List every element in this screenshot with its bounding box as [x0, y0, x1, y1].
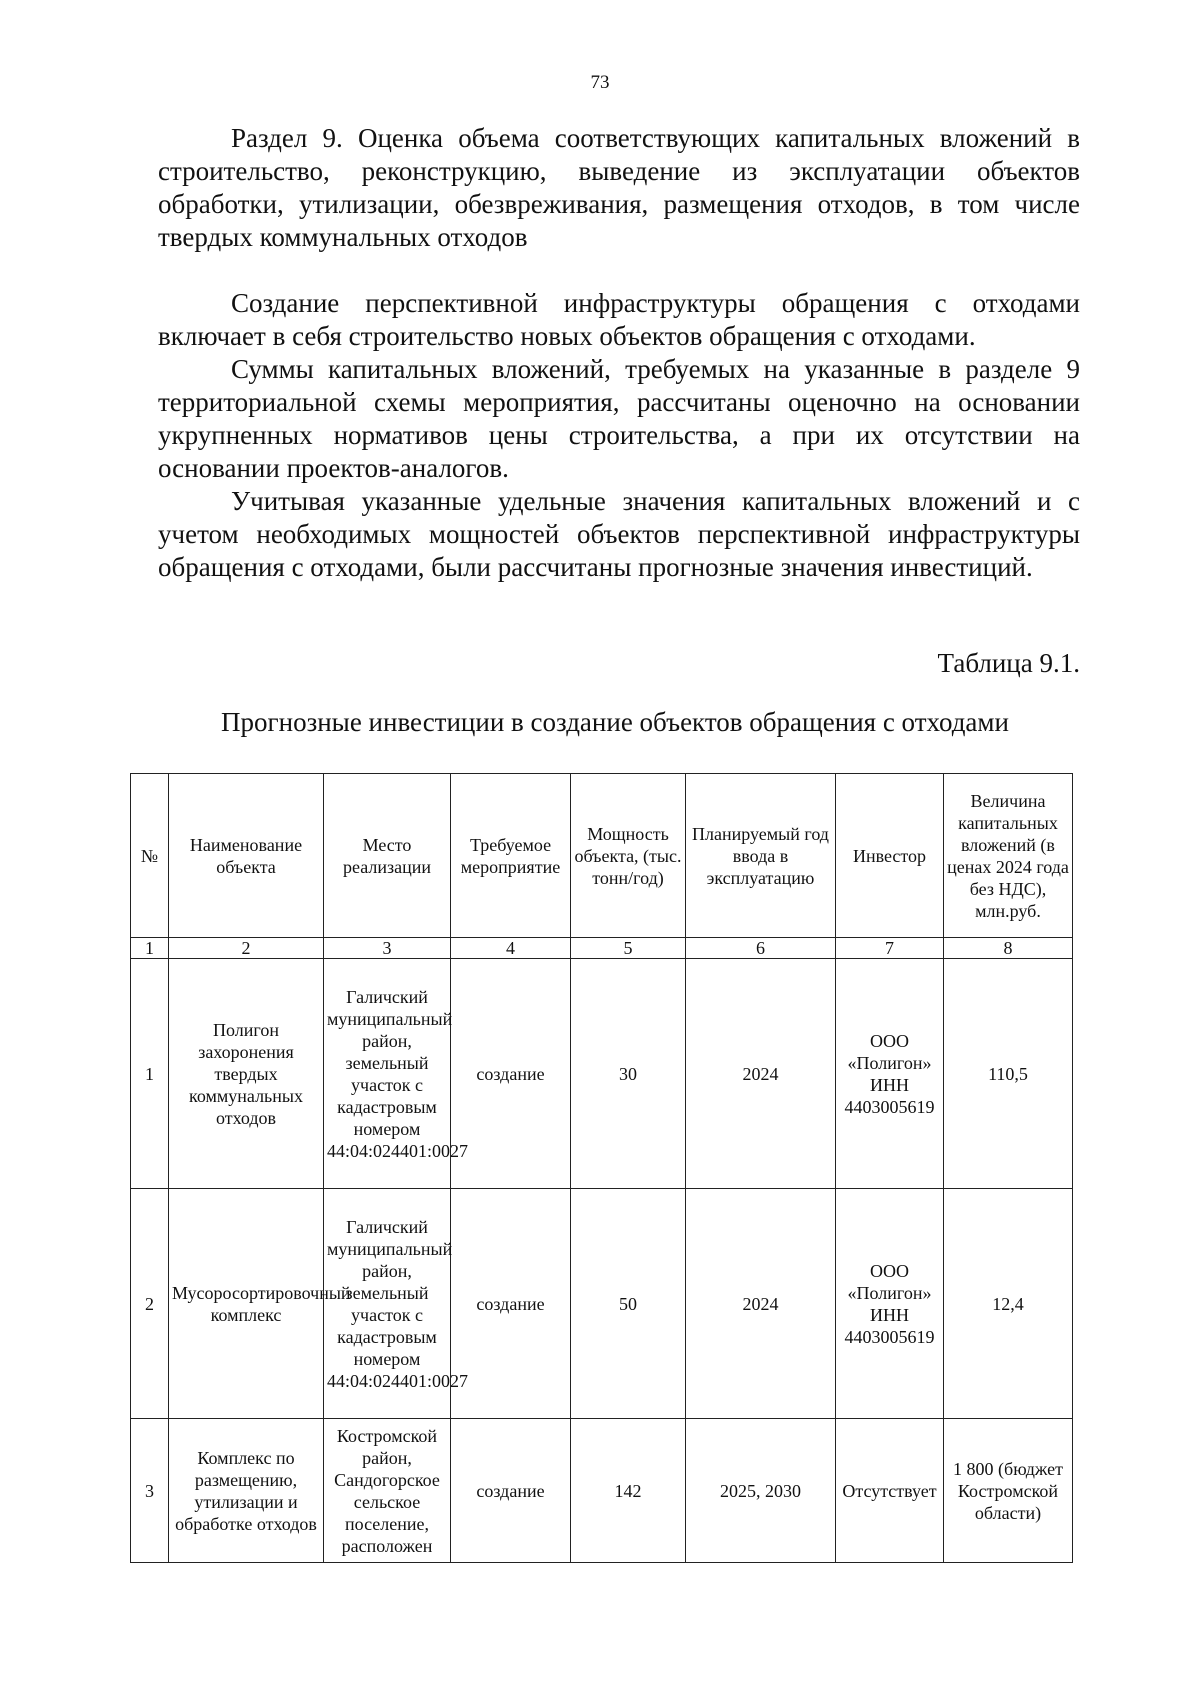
object-name: Полигон захоронения твердых коммунальных отходов — [169, 959, 324, 1189]
paragraph-2: Суммы капитальных вложений, требуемых на указанные в разделе 9 территориальной схемы мероприятия, рассчитаны оценочно на основании укрупненных нормативов цены строительства, а при их отсутствии на основании проектов-аналогов. — [158, 354, 1080, 483]
investor: ООО «Полигон» ИНН 4403005619 — [836, 1189, 944, 1419]
investor: Отсутствует — [836, 1419, 944, 1563]
action: создание — [451, 959, 571, 1189]
commission-year: 2024 — [686, 959, 836, 1189]
object-name: Мусоросортировочный комплекс — [169, 1189, 324, 1419]
investor: ООО «Полигон» ИНН 4403005619 — [836, 959, 944, 1189]
location: Костромской район, Сандогорское сельское поселение, расположен — [324, 1419, 451, 1563]
header-investment: Величина капитальных вложений (в ценах 2024 года без НДС), млн.руб. — [944, 774, 1073, 938]
page-number: 73 — [590, 72, 610, 93]
investment-amount: 110,5 — [944, 959, 1073, 1189]
capacity: 30 — [571, 959, 686, 1189]
investment-amount: 12,4 — [944, 1189, 1073, 1419]
column-number: 5 — [571, 938, 686, 959]
table-row — [131, 1189, 1073, 1419]
investment-table — [130, 773, 1073, 1563]
header-object-name: Наименование объекта — [169, 774, 324, 938]
row-number: 2 — [131, 1189, 169, 1419]
column-number: 4 — [451, 938, 571, 959]
object-name: Комплекс по размещению, утилизации и обработке отходов — [169, 1419, 324, 1563]
column-number: 8 — [944, 938, 1073, 959]
row-number: 3 — [131, 1419, 169, 1563]
body-text — [158, 287, 1080, 584]
paragraph-1: Создание перспективной инфраструктуры обращения с отходами включает в себя строительство новых объектов обращения с отходами. — [158, 288, 1080, 351]
table-row — [131, 1419, 1073, 1563]
column-number: 2 — [169, 938, 324, 959]
commission-year: 2025, 2030 — [686, 1419, 836, 1563]
action: создание — [451, 1419, 571, 1563]
capacity: 142 — [571, 1419, 686, 1563]
header-location: Место реализации — [324, 774, 451, 938]
column-number: 1 — [131, 938, 169, 959]
column-number: 6 — [686, 938, 836, 959]
section-heading-text: Раздел 9. Оценка объема соответствующих капитальных вложений в строительство, реконструкцию, выведение из эксплуатации объектов обработки, утилизации, обезвреживания, размещения отходов, в том числе твердых коммунальных отходов — [158, 123, 1080, 252]
column-number: 3 — [324, 938, 451, 959]
capacity: 50 — [571, 1189, 686, 1419]
action: создание — [451, 1189, 571, 1419]
row-number: 1 — [131, 959, 169, 1189]
table-header-row — [131, 774, 1073, 938]
table-column-numbers-row — [131, 938, 1073, 959]
table-title: Прогнозные инвестиции в создание объектов обращения с отходами — [221, 707, 1009, 737]
commission-year: 2024 — [686, 1189, 836, 1419]
header-capacity: Мощность объекта, (тыс. тонн/год) — [571, 774, 686, 938]
location: Галичский муниципальный район, земельный участок с кадастровым номером 44:04:024401:0027 — [324, 1189, 451, 1419]
table-row — [131, 959, 1073, 1189]
paragraph-3: Учитывая указанные удельные значения капитальных вложений и с учетом необходимых мощностей объектов перспективной инфраструктуры обращения с отходами, были рассчитаны прогнозные значения инвестиций. — [158, 486, 1080, 582]
header-number: № — [131, 774, 169, 938]
investment-amount: 1 800 (бюджет Костромской области) — [944, 1419, 1073, 1563]
header-year: Планируемый год ввода в эксплуатацию — [686, 774, 836, 938]
column-number: 7 — [836, 938, 944, 959]
location: Галичский муниципальный район, земельный участок с кадастровым номером 44:04:024401:0027 — [324, 959, 451, 1189]
table-label: Таблица 9.1. — [937, 648, 1080, 678]
section-heading — [158, 122, 1080, 254]
header-investor: Инвестор — [836, 774, 944, 938]
header-action: Требуемое мероприятие — [451, 774, 571, 938]
